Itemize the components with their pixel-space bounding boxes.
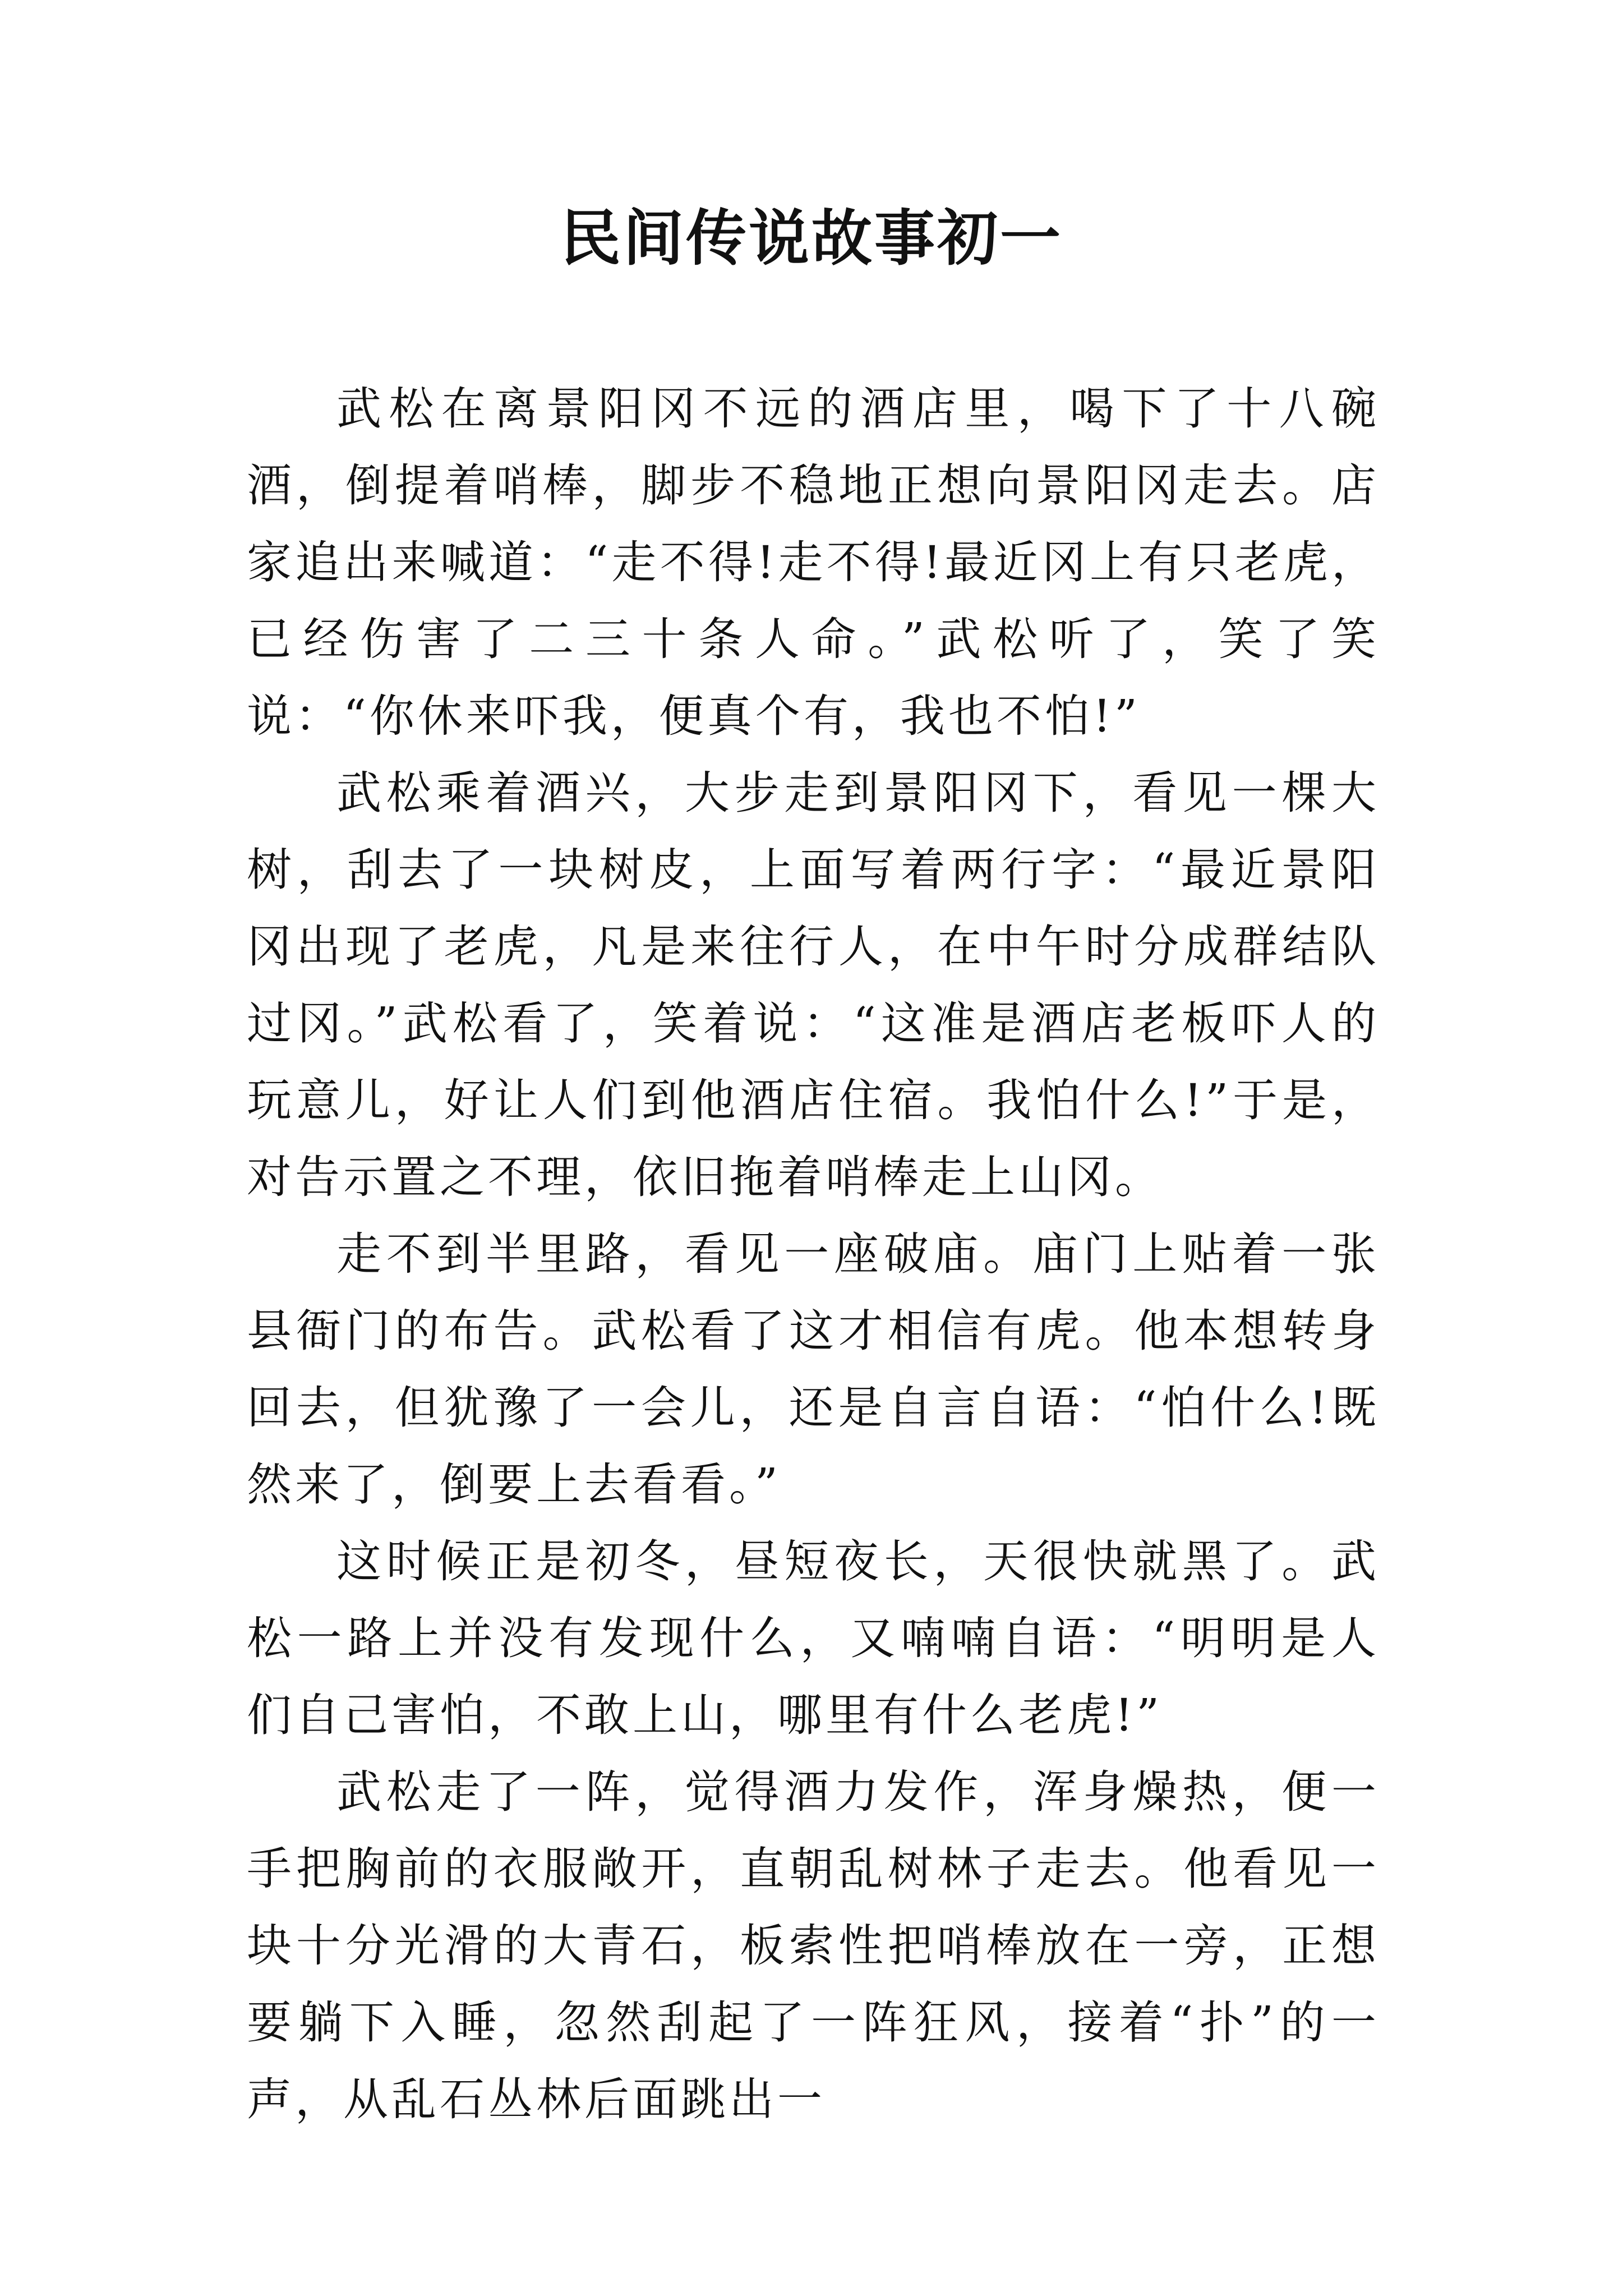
paragraph-5: 武松走了一阵，觉得酒力发作，浑身燥热，便一手把胸前的衣服敞开，直朝乱树林子走去。他看见一块十分光滑的大青石，板索性把哨棒放在一旁，正想要躺下入睡，忽然刮起了一阵狂风，接着“扑”的一声，从乱石丛林后面跳出一 <box>247 1766 1380 2125</box>
paragraph-4: 这时候正是初冬，昼短夜长，天很快就黑了。武松一路上并没有发现什么，又喃喃自语：“明明是人们自己害怕，不敢上山，哪里有什么老虎!” <box>247 1535 1380 1741</box>
paragraph-2: 武松乘着酒兴，大步走到景阳冈下，看见一棵大树，刮去了一块树皮，上面写着两行字：“最近景阳冈出现了老虎，凡是来往行人，在中午时分成群结队过冈。”武松看了，笑着说：“这准是酒店老板吓人的玩意儿，好让人们到他酒店住宿。我怕什么!”于是，对告示置之不理，依旧拖着哨棒走上山冈。 <box>247 767 1380 1203</box>
paragraph-3: 走不到半里路，看见一座破庙。庙门上贴着一张县衙门的布告。武松看了这才相信有虎。他本想转身回去，但犹豫了一会儿，还是自言自语：“怕什么!既然来了，倒要上去看看。” <box>247 1228 1380 1511</box>
document-body <box>247 370 1380 2138</box>
paragraph-1: 武松在离景阳冈不远的酒店里，喝下了十八碗酒，倒提着哨棒，脚步不稳地正想向景阳冈走去。店家追出来喊道：“走不得!走不得!最近冈上有只老虎，已经伤害了二三十条人命。”武松听了，笑了笑说：“你休来吓我，便真个有，我也不怕!” <box>247 383 1380 742</box>
document-title: 民间传说故事初一 <box>560 203 1063 274</box>
